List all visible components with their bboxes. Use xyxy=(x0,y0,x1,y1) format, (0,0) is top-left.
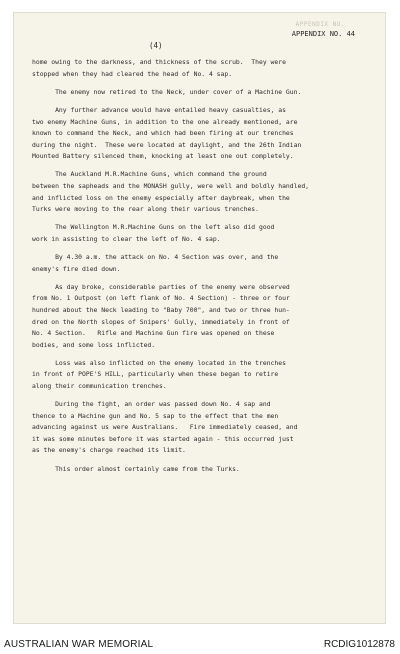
paragraph: As day broke, considerable parties of the enemy were observed from No. 1 Outpost (on left flank of No. 4 Section) - three or four hundred about the Neck leading to "Baby 700", and two or three hun- dred on the North slopes of Snipers' Gully, immediately in front of No. 4 Section. Rifle and Machine Gun fire was opened on these bodies, and some loss inflicted. xyxy=(32,282,290,349)
page-number: (4) xyxy=(149,41,163,50)
paragraph: The Wellington M.R.Machine Guns on the left also did good work in assisting to clear the left of No. 4 sap. xyxy=(32,223,275,243)
archive-stamp: APPENDIX NO. xyxy=(295,21,345,28)
paragraph: The enemy now retired to the Neck, under cover of a Machine Gun. xyxy=(32,87,302,96)
catalogue-id: RCDIG1012878 xyxy=(323,639,395,650)
document-body xyxy=(32,57,374,482)
paragraph: home owing to the darkness, and thickness of the scrub. They were stopped when they had cleared the head of No. 4 sap. xyxy=(32,58,286,78)
institution-name: AUSTRALIAN WAR MEMORIAL xyxy=(4,639,154,650)
document-page xyxy=(13,12,386,624)
appendix-number: APPENDIX NO. 44 xyxy=(291,30,355,38)
paragraph: Any further advance would have entailed heavy casualties, as two enemy Machine Guns, in addition to the one already mentioned, are known to command the Neck, and which had been firing at our trenches during the night. These were located at daylight, and the 26th Indian Mounted Battery silenced them, knocking at least one out completely. xyxy=(32,106,302,161)
paragraph: By 4.30 a.m. the attack on No. 4 Section was over, and the enemy's fire died down. xyxy=(32,253,279,273)
paragraph: The Auckland M.R.Machine Guns, which command the ground between the sapheads and the MONASH gully, were well and boldly handled, and inflicted loss on the enemy especially after daybreak, when the Turks were moving to the rear along their various trenches. xyxy=(32,170,310,214)
paragraph: This order almost certainly came from the Turks. xyxy=(32,464,240,473)
paragraph: Loss was also inflicted on the enemy located in the trenches in front of POPE'S HILL, particularly when these began to retire along their communication trenches. xyxy=(32,358,286,390)
paragraph: During the fight, an order was passed down No. 4 sap and thence to a Machine gun and No. 5 sap to the effect that the men advancing against us were Australians. Fire immediately ceased, and it was some minutes before it was started again - this occurred just as the enemy's charge reached its limit. xyxy=(32,400,298,455)
